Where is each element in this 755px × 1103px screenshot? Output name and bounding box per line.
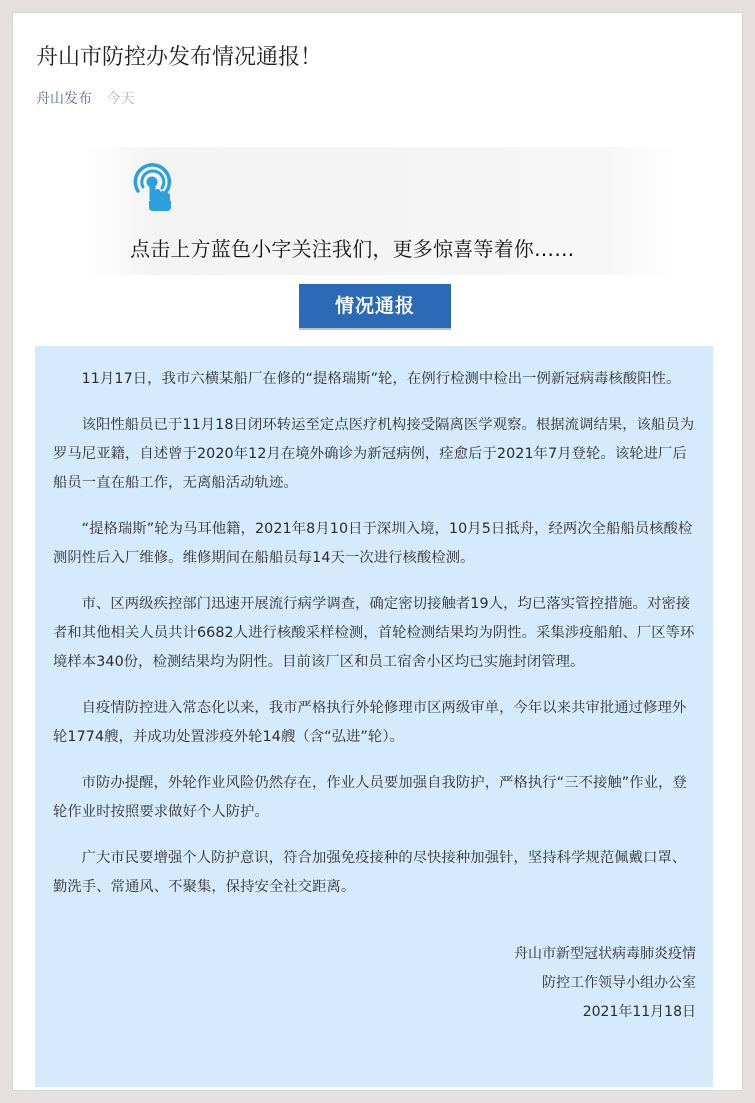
notice-paragraph: 11月17日，我市六横某船厂在修的“提格瑞斯”轮，在例行检测中检出一例新冠病毒核酸阳性。 — [81, 371, 681, 387]
article-page — [12, 12, 743, 1091]
signature-date: 2021年11月18日 — [582, 1004, 696, 1020]
article-title: 舟山市防控办发布情况通报！ — [36, 45, 323, 70]
notice-body — [35, 346, 713, 1087]
signature-block — [514, 940, 696, 1027]
article-meta — [36, 89, 134, 109]
notice-paragraph: 自疫情防控进入常态化以来，我市严格执行外轮修理市区两级审单，今年以来共审批通过修理外轮1774艘，并成功处置涉疫外轮14艘（含“弘进”轮）。 — [53, 700, 687, 745]
tap-finger-icon — [131, 161, 181, 213]
notice-paragraph: 市、区两级疾控部门迅速开展流行病学调查，确定密切接触者19人，均已落实管控措施。对密接者和其他相关人员共计6682人进行核酸采样检测，首轮检测结果均为阴性。采集涉疫船舶、厂区等环境样本340份，检测结果均为阴性。目前该厂区和员工宿舍小区均已实施封闭管理。 — [53, 596, 695, 670]
follow-banner — [86, 147, 676, 275]
publish-time: 今天 — [106, 91, 135, 107]
account-name-link[interactable]: 舟山发布 — [36, 91, 92, 107]
notice-paragraph: 广大市民要增强个人防护意识，符合加强免疫接种的尽快接种加强针，坚持科学规范佩戴口罩、勤洗手、常通风、不聚集，保持安全社交距离。 — [53, 850, 687, 895]
banner-text: 点击上方蓝色小字关注我们，更多惊喜等着你…… — [130, 237, 575, 261]
notice-paragraph: 该阳性船员已于11月18日闭环转运至定点医疗机构接受隔离医学观察。根据流调结果，该船员为罗马尼亚籍，自述曾于2020年12月在境外确诊为新冠病例，痊愈后于2021年7月登轮。该轮进厂后船员一直在船工作，无离船活动轨迹。 — [53, 417, 695, 491]
signature-org-line2: 防控工作领导小组办公室 — [542, 975, 696, 991]
notice-paragraph: “提格瑞斯”轮为马耳他籍，2021年8月10日于深圳入境，10月5日抵舟，经两次全船船员核酸检测阴性后入厂维修。维修期间在船船员每14天一次进行核酸检测。 — [53, 521, 693, 566]
notice-paragraph: 市防办提醒，外轮作业风险仍然存在，作业人员要加强自我防护，严格执行“三不接触”作业，登轮作业时按照要求做好个人防护。 — [53, 775, 687, 820]
section-label: 情况通报 — [299, 284, 451, 328]
signature-org-line1: 舟山市新型冠状病毒肺炎疫情 — [514, 946, 696, 962]
